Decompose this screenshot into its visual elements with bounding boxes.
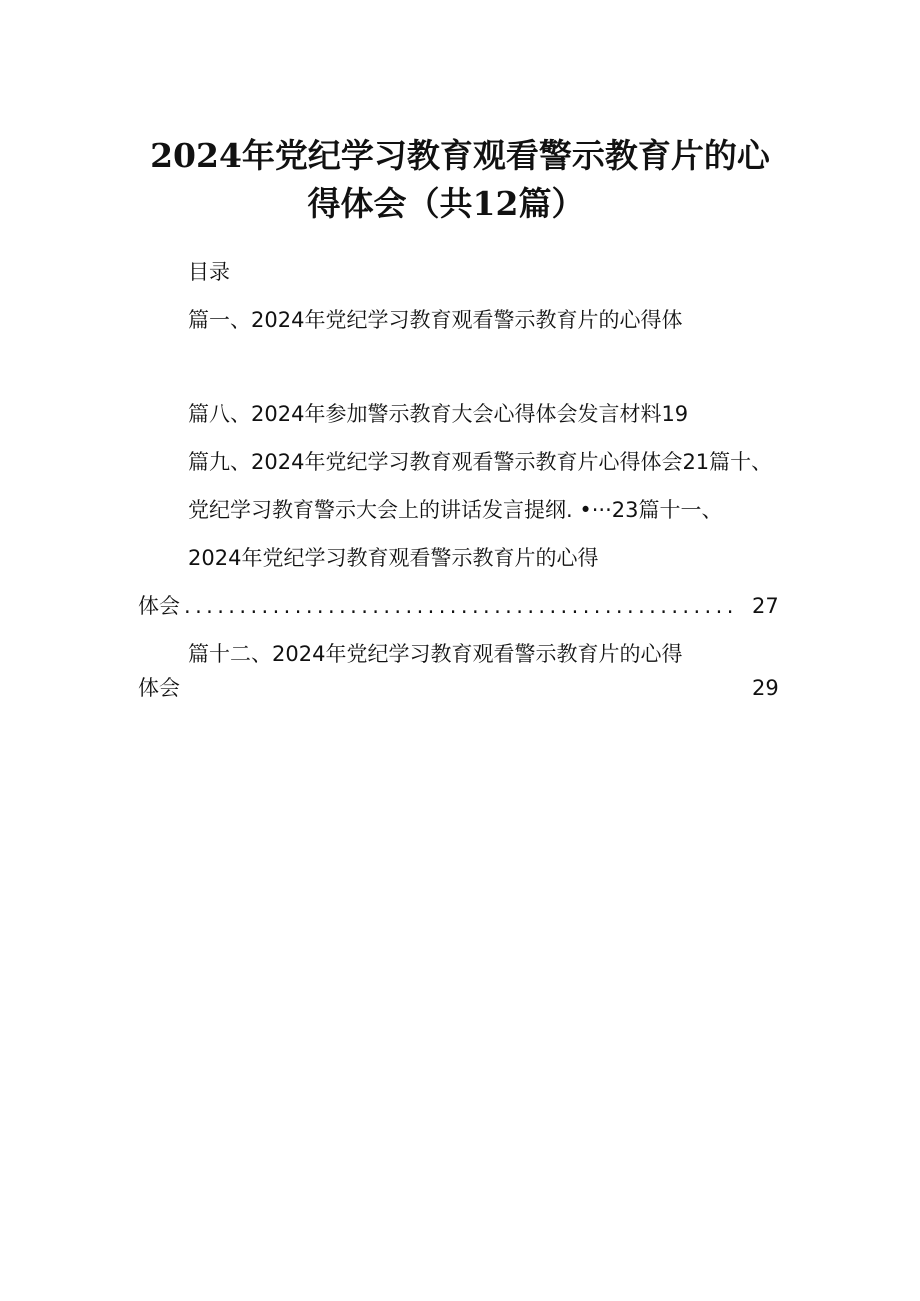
toc-entry-12-cont: 体会 xyxy=(138,676,180,700)
toc-entry-11[interactable]: 2024年党纪学习教育观看警示教育片的心得 xyxy=(188,546,599,570)
toc-dot-leader: .................................................. xyxy=(184,594,738,618)
toc-entry-12[interactable]: 篇十二、2024年党纪学习教育观看警示教育片的心得 xyxy=(188,642,683,666)
toc-entry-1[interactable]: 篇一、2024年党纪学习教育观看警示教育片的心得体 xyxy=(188,308,683,332)
toc-page-number-11: 27 xyxy=(752,594,779,618)
title-line-1: 2024年党纪学习教育观看警示教育片的心 xyxy=(150,136,770,175)
toc-entry-10[interactable]: 党纪学习教育警示大会上的讲话发言提纲. •···23篇十一、 xyxy=(188,498,723,522)
toc-entry-11-cont: 体会 xyxy=(138,594,180,618)
title-line-2: 得体会（共12篇） xyxy=(307,184,585,223)
toc-entry-8[interactable]: 篇八、2024年参加警示教育大会心得体会发言材料19 xyxy=(188,402,689,426)
toc-entry-9[interactable]: 篇九、2024年党纪学习教育观看警示教育片心得体会21篇十、 xyxy=(188,450,773,474)
toc-heading: 目录 xyxy=(188,260,230,284)
toc-page-number-12: 29 xyxy=(752,676,779,700)
